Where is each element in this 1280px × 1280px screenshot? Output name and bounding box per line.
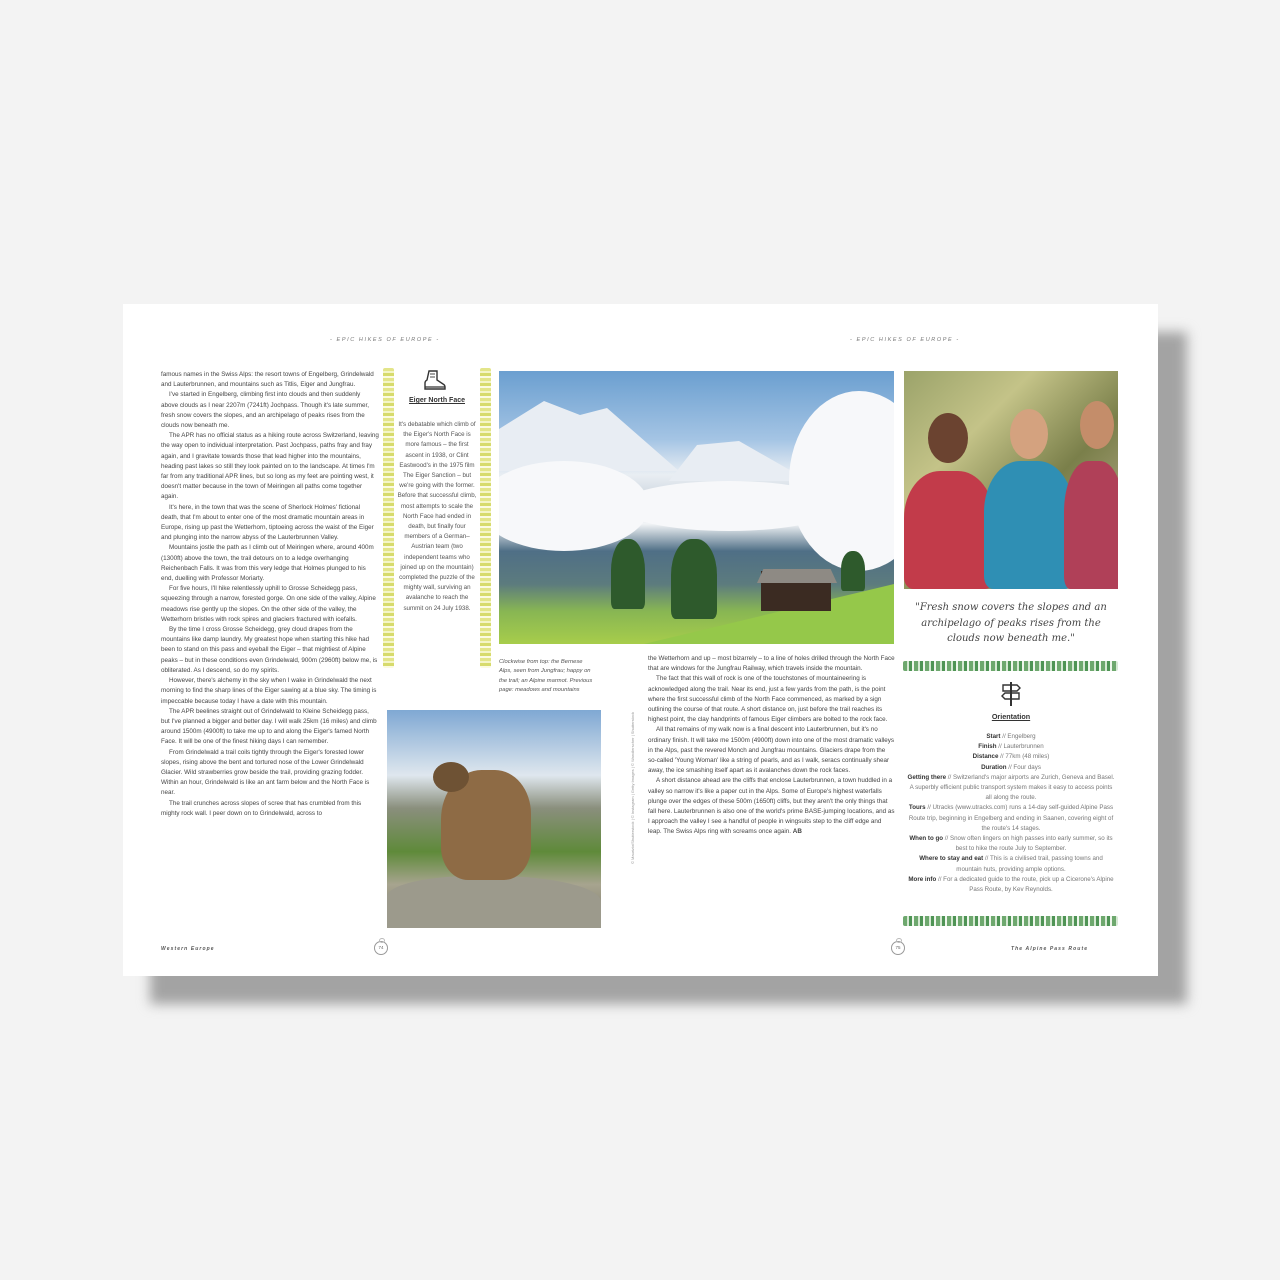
pull-quote: "Fresh snow covers the slopes and an archipelago of peaks rises from the clouds now beneath me." <box>915 602 1107 644</box>
orientation-item: Finish // Lauterbrunnen <box>978 743 1044 751</box>
paragraph: The APR has no official status as a hiking route across Switzerland, leaving the way open to individual interpretation. Past Jochpass, paths fray and fray again, and I gravitate towards those that lead higher into the mountains, heading past lakes so still they look painted on to the landscape. At times I'm far from any traditional APR lines, but so long as my feet are pointing west, it doesn't matter because in the town of Meiringen all paths come together again. <box>161 432 379 501</box>
orientation-item: Where to stay and eat // This is a civilised trail, passing towns and mountain huts, providing ample options. <box>919 855 1103 873</box>
orientation-title: Orientation <box>991 712 1031 721</box>
paragraph: The APR beelines straight out of Grindelwald to Kleine Scheidegg pass, but I've planned a bigger and better day. I will walk 25km (16 miles) and climb around 1500m (4900ft) to take me up to and along the Eiger's famed North Face. It will be one of the finest hiking days I can remember. <box>161 707 377 746</box>
paragraph: A short distance ahead are the cliffs that enclose Lauterbrunnen, a town huddled in a valley so narrow it's like a paper cut in the Alps. Some of Europe's highest waterfalls plunge over the edges of these 500m (1650ft) cliffs, but they aren't the only things that fall here. Lauterbrunnen is also one of the world's prime BASE-jumping locations, and as I approach the valley I see a handful of people in wingsuits step to the cliff edge and leap. The Swiss Alps ring with screams once again. AB <box>648 777 895 836</box>
paragraph: All that remains of my walk now is a final descent into Lauterbrunnen, but it's no ordinary finish. It will take me 1500m (4900ft) down into one of the most dramatic valleys in the Alps, past the revered Monch and Jungfrau mountains. Glaciers drape from the so-called 'Young Woman' like a string of pearls, and as I walk, seracs continually shear away, the ice smashing itself apart as it avalanches down the rock faces. <box>648 726 895 775</box>
paragraph: By the time I cross Grosse Scheidegg, grey cloud drapes from the mountains like damp laundry. My greatest hope when starting this hike had been to stand on this pass and eyeball the Eiger – that mightiest of Alpine peaks – but in these conditions even Grindelwald, 900m (2960ft) below me, is obliterated. As I descend, so do my spirits. <box>161 626 378 674</box>
orientation-item: Getting there // Switzerland's major airports are Zurich, Geneva and Basel. A superbly efficient public transport system makes it easy to access points all along the route. <box>907 773 1115 802</box>
hikers-photo <box>904 371 1118 589</box>
vine-border-left <box>383 368 394 668</box>
middle-body-column <box>648 654 895 838</box>
paragraph: the Wetterhorn and up – most bizarrely – to a line of holes drilled through the North Face that are windows for the Jungfrau Railway, which travels inside the mountain. <box>648 655 895 673</box>
orientation-list <box>907 732 1115 895</box>
sidebar-text: It's debatable which climb of the Eiger's North Face is more famous – the first ascent in 1938, or Clint Eastwood's in the 1975 film The Eiger Sanction – but we're going with the former. Before that successful climb, most attempts to scale the North Face had ended in death, but finally four members of a German–Austrian team (two independent teams who joined up on the mountain) completed the puzzle of the mighty wall, surviving an avalanche to reach the summit on 24 July 1938. <box>397 421 477 612</box>
footer-section-left: Western Europe <box>161 946 215 952</box>
orientation-item: More info // For a dedicated guide to the route, pick up a Cicerone's Alpine Pass Route, by Kev Reynolds. <box>908 875 1114 894</box>
paragraph: The fact that this wall of rock is one of the touchstones of mountaineering is acknowledged along the trail. Near its end, just a few yards from the path, is the point where the first successful climb of the North Face commenced, as marked by a sign outlining the course of that route. A short distance on, just before the trail reaches its highest point, the clay handprints of famous Eiger climbers are bolted to the rock face. <box>648 675 888 724</box>
paragraph: The trail crunches across slopes of scree that has crumbled from this mighty rock wall. I peer down on to Grindelwald, across to <box>161 799 362 817</box>
orientation-item: Tours // Utracks (www.utracks.com) runs a 14-day self-guided Alpine Pass Route trip, beginning in Engelberg and ending in Saanen, covering eight of the route's 14 stages. <box>908 804 1114 832</box>
orientation-item: Start // Engelberg <box>986 733 1036 740</box>
vine-border-right <box>480 368 491 668</box>
sidebar-title: Eiger North Face <box>408 397 465 404</box>
page-number-left: 74 <box>374 941 388 955</box>
orientation-item: Duration // Four days <box>981 763 1041 771</box>
hiking-boot-icon <box>423 370 447 392</box>
paragraph: I've started in Engelberg, climbing first into clouds and then suddenly above clouds as I near 2207m (7241ft) Jochpass. Though it's late summer, fresh snow covers the slopes, and an archipelago of peaks rises from the clouds now beneath me. <box>161 391 369 430</box>
orientation-item: When to go // Snow often lingers on high passes into early summer, so its best to hike the route July to September. <box>909 835 1113 853</box>
orientation-item: Distance // 77km (48 miles) <box>972 753 1050 761</box>
paragraph: It's here, in the town that was the scene of Sherlock Holmes' fictional death, that I'm about to enter one of the most dramatic mountain areas in Europe, rising up past the Wetterhorn, tiptoeing across the waist of the Eiger and plunging into the narrow abyss of the Lauterbrunnen Valley. <box>161 503 374 542</box>
alpine-marmot-photo <box>387 710 601 928</box>
footer-section-right: The Alpine Pass Route <box>1011 946 1089 952</box>
paragraph: From Grindelwald a trail coils tightly through the Eiger's forested lower slopes, rising above the bent and tortured nose of the Lower Grindelwald Glacier. Wild strawberries grow beside the trail, providing grazing fodder. Within an hour, Grindelwald is like an ant farm below and the North Face is near. <box>161 748 370 797</box>
vine-divider-bottom <box>903 916 1118 926</box>
vine-divider-top <box>903 661 1118 671</box>
paragraph: However, there's alchemy in the sky when I wake in Grindelwald the next morning to find the sharp lines of the Eiger sawing at a blue sky. The timing is impeccable because today I have a date with this mountain. <box>161 677 377 705</box>
bernese-alps-photo <box>499 371 894 644</box>
eiger-sidebar <box>381 368 493 668</box>
signpost-icon <box>1000 681 1022 707</box>
magazine-spread <box>123 304 1158 976</box>
paragraph: Mountains jostle the path as I climb out of Meiringen where, around 400m (1300ft) above the town, the trail detours on to a ledge overhanging Reichenbach Falls. It was from this very ledge that Holmes plunged to his end, duelling with Professor Moriarty. <box>161 544 374 583</box>
photo-credit: © Maurizio/Shutterstock | © Instagram | Getty Images | © Wandlerscher | Shutterstock <box>630 711 635 864</box>
left-body-column <box>161 370 379 819</box>
running-head-right: - EPIC HIKES OF EUROPE - <box>850 337 960 343</box>
paragraph: famous names in the Swiss Alps: the resort towns of Engelberg, Grindelwald and Lauterbrunnen, and mountains such as Titlis, Eiger and Jungfrau. <box>161 371 374 389</box>
author-signoff: AB <box>792 828 802 836</box>
page-number-right: 75 <box>891 941 905 955</box>
photo-caption: Clockwise from top: the Bernese Alps, seen from Jungfrau; happy on the trail; an Alpine marmot. Previous page: meadows and mountains <box>499 659 593 694</box>
running-head-left: - EPIC HIKES OF EUROPE - <box>330 337 440 343</box>
paragraph: For five hours, I'll hike relentlessly uphill to Grosse Scheidegg pass, squeezing through a narrow, forested gorge. On one side of the valley, Alpine meadows rise gently up the slopes. On the other side of the valley, the Wetterhorn bristles with rock spires and glaciers fractured with icefalls. <box>161 585 376 623</box>
